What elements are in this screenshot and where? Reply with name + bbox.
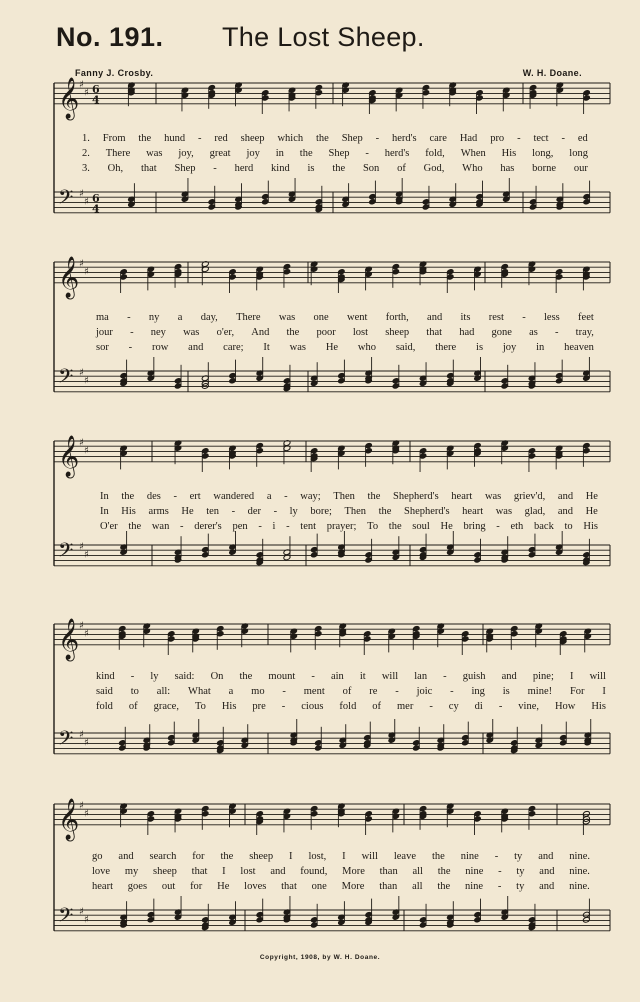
sharp-icon: ♯ — [79, 79, 84, 91]
lyric-line: heart goes out for He loves that one More than all the nine - ty and nine. — [92, 881, 590, 892]
sharp-icon: ♯ — [84, 808, 89, 820]
lyric-line: jour - ney was o'er, And the poor lost sheep that had gone as - tray, — [96, 327, 594, 338]
lyric-line: love my sheep that I lost and found, More than all the nine - ty and nine. — [92, 866, 590, 877]
time-signature: 6 — [92, 82, 100, 96]
sharp-icon: ♯ — [84, 87, 89, 99]
time-signature: 4 — [92, 202, 100, 216]
sharp-icon: ♯ — [84, 266, 89, 278]
bass-clef-icon: 𝄢 — [58, 903, 74, 932]
sharp-icon: ♯ — [84, 375, 89, 387]
bass-clef-icon: 𝄢 — [58, 364, 74, 393]
sharp-icon: ♯ — [79, 541, 84, 553]
sharp-icon: ♯ — [79, 620, 84, 632]
sharp-icon: ♯ — [79, 188, 84, 200]
time-signature: 6 — [92, 191, 100, 205]
lyricist-credit: Fanny J. Crosby. — [75, 68, 154, 78]
treble-clef-icon: 𝄞 — [58, 798, 80, 840]
sharp-icon: ♯ — [79, 437, 84, 449]
sharp-icon: ♯ — [79, 258, 84, 270]
hymn-title: The Lost Sheep. — [222, 22, 425, 52]
sharp-icon: ♯ — [79, 367, 84, 379]
treble-clef-icon: 𝄞 — [58, 77, 80, 119]
sharp-icon: ♯ — [79, 729, 84, 741]
copyright-notice: Copyright, 1908, by W. H. Doane. — [259, 954, 381, 961]
lyric-line: In His arms He ten - der - ly bore; Then the Shepherd's heart was glad, and He — [100, 506, 598, 517]
treble-clef-icon: 𝄞 — [58, 618, 80, 660]
hymn-number: No. 191. — [56, 22, 164, 52]
sharp-icon: ♯ — [84, 628, 89, 640]
bass-clef-icon: 𝄢 — [58, 538, 74, 567]
lyric-line: O'er the wan - derer's pen - i - tent prayer; To the soul He bring - eth back to His — [100, 521, 598, 532]
lyric-line: 1. From the hund - red sheep which the Shep - herd's care Had pro - tect - ed — [82, 133, 588, 144]
lyric-line: 2. There was joy, great joy in the Shep - herd's fold, When His long, long — [82, 148, 588, 159]
lyric-line: ma - ny a day, There was one went forth, and its rest - less feet — [96, 312, 594, 323]
treble-clef-icon: 𝄞 — [58, 435, 80, 477]
bass-clef-icon: 𝄢 — [58, 726, 74, 755]
composer-credit: W. H. Doane. — [522, 68, 582, 78]
bass-clef-icon: 𝄢 — [58, 185, 74, 214]
sharp-icon: ♯ — [84, 549, 89, 561]
lyric-line: go and search for the sheep I lost, I will leave the nine - ty and nine. — [92, 851, 590, 862]
sharp-icon: ♯ — [79, 800, 84, 812]
sharp-icon: ♯ — [84, 737, 89, 749]
time-signature: 4 — [92, 93, 100, 107]
sharp-icon: ♯ — [84, 196, 89, 208]
lyric-line: fold of grace, To His pre - cious fold of mer - cy di - vine, How His — [96, 701, 606, 712]
lyric-line: 3. Oh, that Shep - herd kind is the Son of God, Who has borne our — [82, 163, 588, 174]
lyric-line: sor - row and care; It was He who said, there is joy in heaven — [96, 342, 594, 353]
lyric-line: In the des - ert wandered a - way; Then the Shepherd's heart was griev'd, and He — [100, 491, 598, 502]
sharp-icon: ♯ — [84, 914, 89, 926]
lyric-line: said to all: What a mo - ment of re - joic - ing is mine! For I — [96, 686, 606, 697]
sharp-icon: ♯ — [79, 906, 84, 918]
treble-clef-icon: 𝄞 — [58, 256, 80, 298]
sharp-icon: ♯ — [84, 445, 89, 457]
lyric-line: kind - ly said: On the mount - ain it will lan - guish and pine; I will — [96, 671, 606, 682]
